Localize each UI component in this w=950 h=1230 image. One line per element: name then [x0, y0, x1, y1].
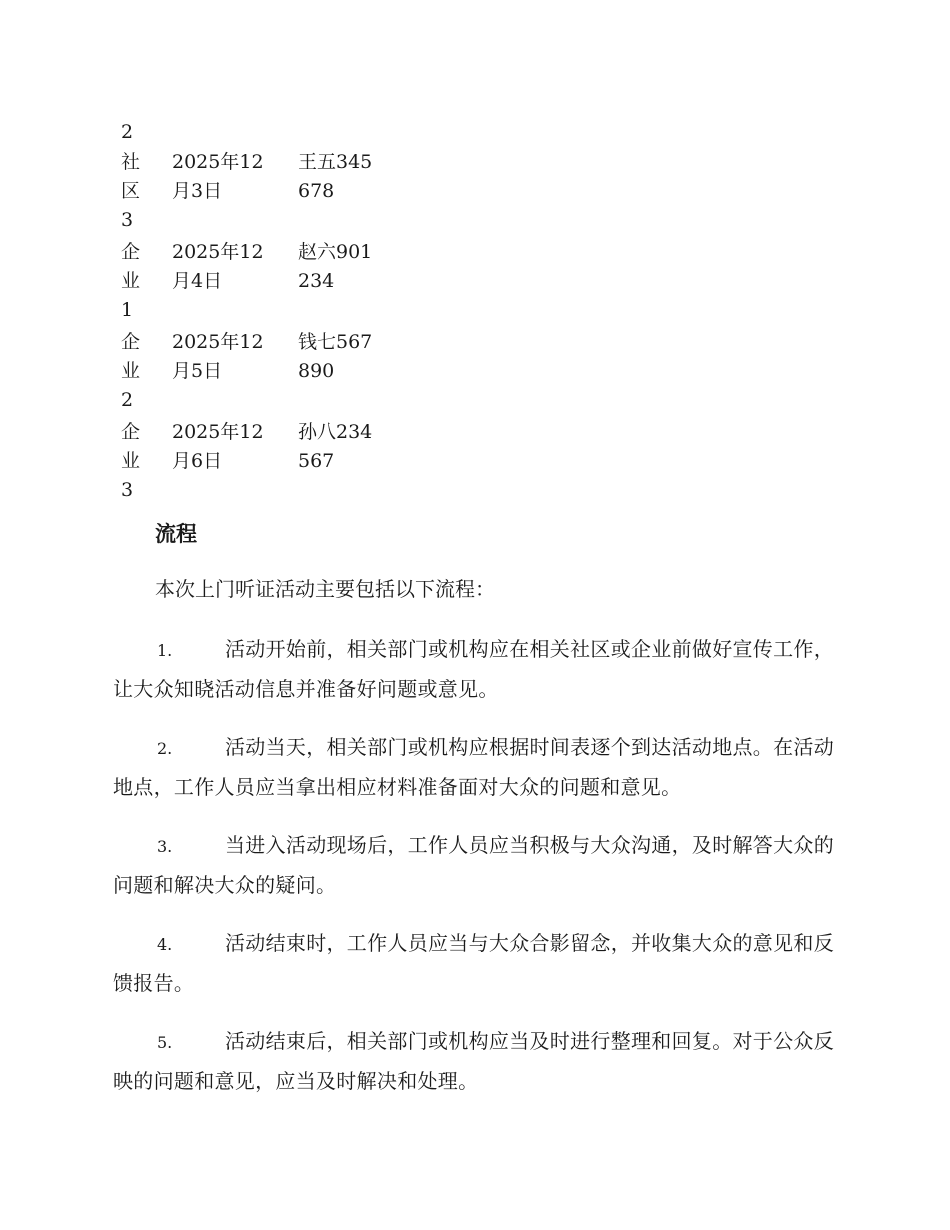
- venue-cell: 企业2: [121, 331, 141, 411]
- contact-cell: 王五345678: [298, 151, 373, 202]
- step-number: 3.: [157, 837, 173, 856]
- step-number: 1.: [157, 641, 173, 660]
- date-cell: 2025年12月6日: [172, 421, 264, 472]
- table-row: [121, 328, 421, 418]
- step-number: 2.: [157, 739, 173, 758]
- list-item: [113, 924, 838, 1003]
- step-text: 活动当天，相关部门或机构应根据时间表逐个到达活动地点。在活动地点，工作人员应当拿出相应材料准备面对大众的问题和意见。: [113, 735, 834, 799]
- list-item: [113, 630, 838, 709]
- section-heading: 流程: [155, 522, 197, 546]
- list-item: [113, 826, 838, 905]
- table-row-fragment: 2: [121, 121, 134, 143]
- step-number: 5.: [157, 1033, 173, 1052]
- step-text: 当进入活动现场后，工作人员应当积极与大众沟通，及时解答大众的问题和解决大众的疑问。: [113, 833, 834, 897]
- list-item: [113, 728, 838, 807]
- section-intro: 本次上门听证活动主要包括以下流程：: [155, 577, 495, 601]
- step-text: 活动开始前，相关部门或机构应在相关社区或企业前做好宣传工作，让大众知晓活动信息并准备好问题或意见。: [113, 637, 834, 701]
- table-row: [121, 148, 421, 238]
- step-text: 活动结束后，相关部门或机构应当及时进行整理和回复。对于公众反映的问题和意见，应当及时解决和处理。: [113, 1029, 834, 1093]
- date-cell: 2025年12月4日: [172, 241, 264, 292]
- step-number: 4.: [157, 935, 173, 954]
- schedule-table: [121, 148, 421, 508]
- contact-cell: 赵六901234: [298, 241, 373, 292]
- venue-cell: 社区3: [121, 151, 141, 231]
- venue-cell: 企业1: [121, 241, 141, 321]
- contact-cell: 孙八234567: [298, 421, 373, 472]
- contact-cell: 钱七567890: [298, 331, 373, 382]
- date-cell: 2025年12月3日: [172, 151, 264, 202]
- list-item: [113, 1022, 838, 1101]
- date-cell: 2025年12月5日: [172, 331, 264, 382]
- table-row: [121, 238, 421, 328]
- venue-cell: 企业3: [121, 421, 141, 501]
- table-row: [121, 418, 421, 508]
- step-text: 活动结束时，工作人员应当与大众合影留念，并收集大众的意见和反馈报告。: [113, 931, 834, 995]
- process-steps-list: [113, 630, 838, 1120]
